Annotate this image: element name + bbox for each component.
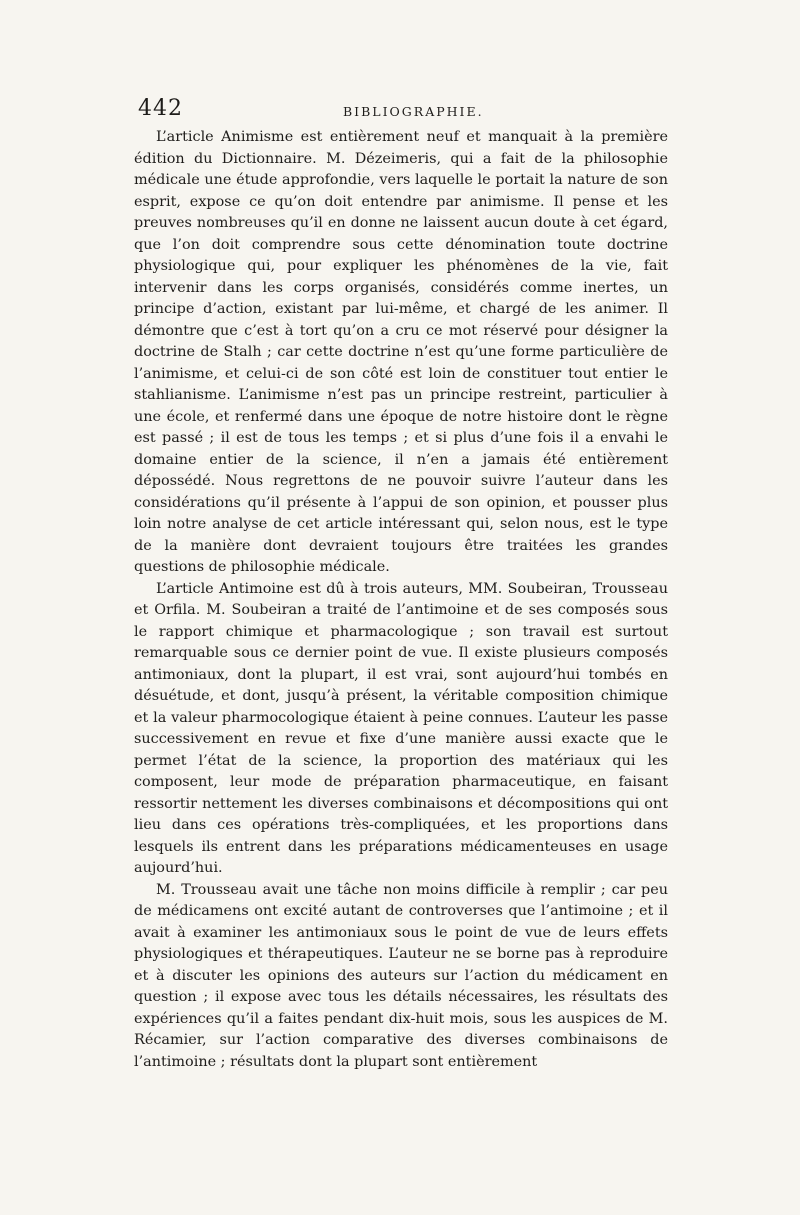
body-text <box>134 127 668 1073</box>
page-header <box>138 96 668 126</box>
paragraph-antimoine: L’article Antimoine est dû à trois auteurs, MM. Soubeiran, Trousseau et Orfila. M. Soubeiran a traité de l’antimoine et de ses composés sous le rapport chimique et pharmacologique ; son travail est surtout remarquable sous ce dernier point de vue. Il existe plusieurs composés antimoniaux, dont la plupart, il est vrai, sont aujourd’hui tombés en désuétude, et dont, jusqu’à présent, la véritable composition chimique et la valeur pharmocologique étaient à peine connues. L’auteur les passe successivement en revue et fixe d’une manière aussi exacte que le permet l’état de la science, la proportion des matériaux qui les composent, leur mode de préparation pharmaceutique, en faisant ressortir nettement les diverses combinaisons et décompositions qui ont lieu dans ces opérations très-compliquées, et les proportions dans lesquels ils entrent dans les préparations médicamenteuses en usage aujourd’hui. <box>134 580 668 876</box>
running-head: BIBLIOGRAPHIE. <box>343 104 484 119</box>
page-number: 442 <box>138 96 183 121</box>
paragraph-animisme: L’article Animisme est entièrement neuf et manquait à la première édition du Dictionnaire. M. Dézeimeris, qui a fait de la philosophie médicale une étude approfondie, vers laquelle le portait la nature de son esprit, expose ce qu’on doit entendre par animisme. Il pense et les preuves nombreuses qu’il en donne ne laissent aucun doute à cet égard, que l’on doit comprendre sous cette dénomination toute doctrine physiologique qui, pour expliquer les phénomènes de la vie, fait intervenir dans les corps organisés, considérés comme inertes, un principe d’action, existant par lui-même, et chargé de les animer. Il démontre que c’est à tort qu’on a cru ce mot réservé pour désigner la doctrine de Stalh ; car cette doctrine n’est qu’une forme particulière de l’animisme, et celui-ci de son côté est loin de constituer tout entier le stahlianisme. L’animisme n’est pas un principe restreint, particulier à une école, et renfermé dans une époque de notre histoire dont le règne est passé ; il est de tous les temps ; et si plus d’une fois il a envahi le domaine entier de la science, il n’en a jamais été entièrement dépossédé. Nous regrettons de ne pouvoir suivre l’auteur dans les considérations qu’il présente à l’appui de son opinion, et pousser plus loin notre analyse de cet article intéressant qui, selon nous, est le type de la manière dont devraient toujours être traitées les grandes questions de philosophie médicale. <box>134 129 668 575</box>
paragraph-trousseau: M. Trousseau avait une tâche non moins difficile à remplir ; car peu de médicamens ont excité autant de controverses que l’antimoine ; et il avait à examiner les antimoniaux sous le point de vue de leurs effets physiologiques et thérapeutiques. L’auteur ne se borne pas à reproduire et à discuter les opinions des auteurs sur l’action du médicament en question ; il expose avec tous les détails nécessaires, les résultats des expériences qu’il a faites pendant dix-huit mois, sous les auspices de M. Récamier, sur l’action comparative des diverses combinaisons de l’antimoine ; résultats dont la plupart sont entièrement <box>134 881 668 1070</box>
